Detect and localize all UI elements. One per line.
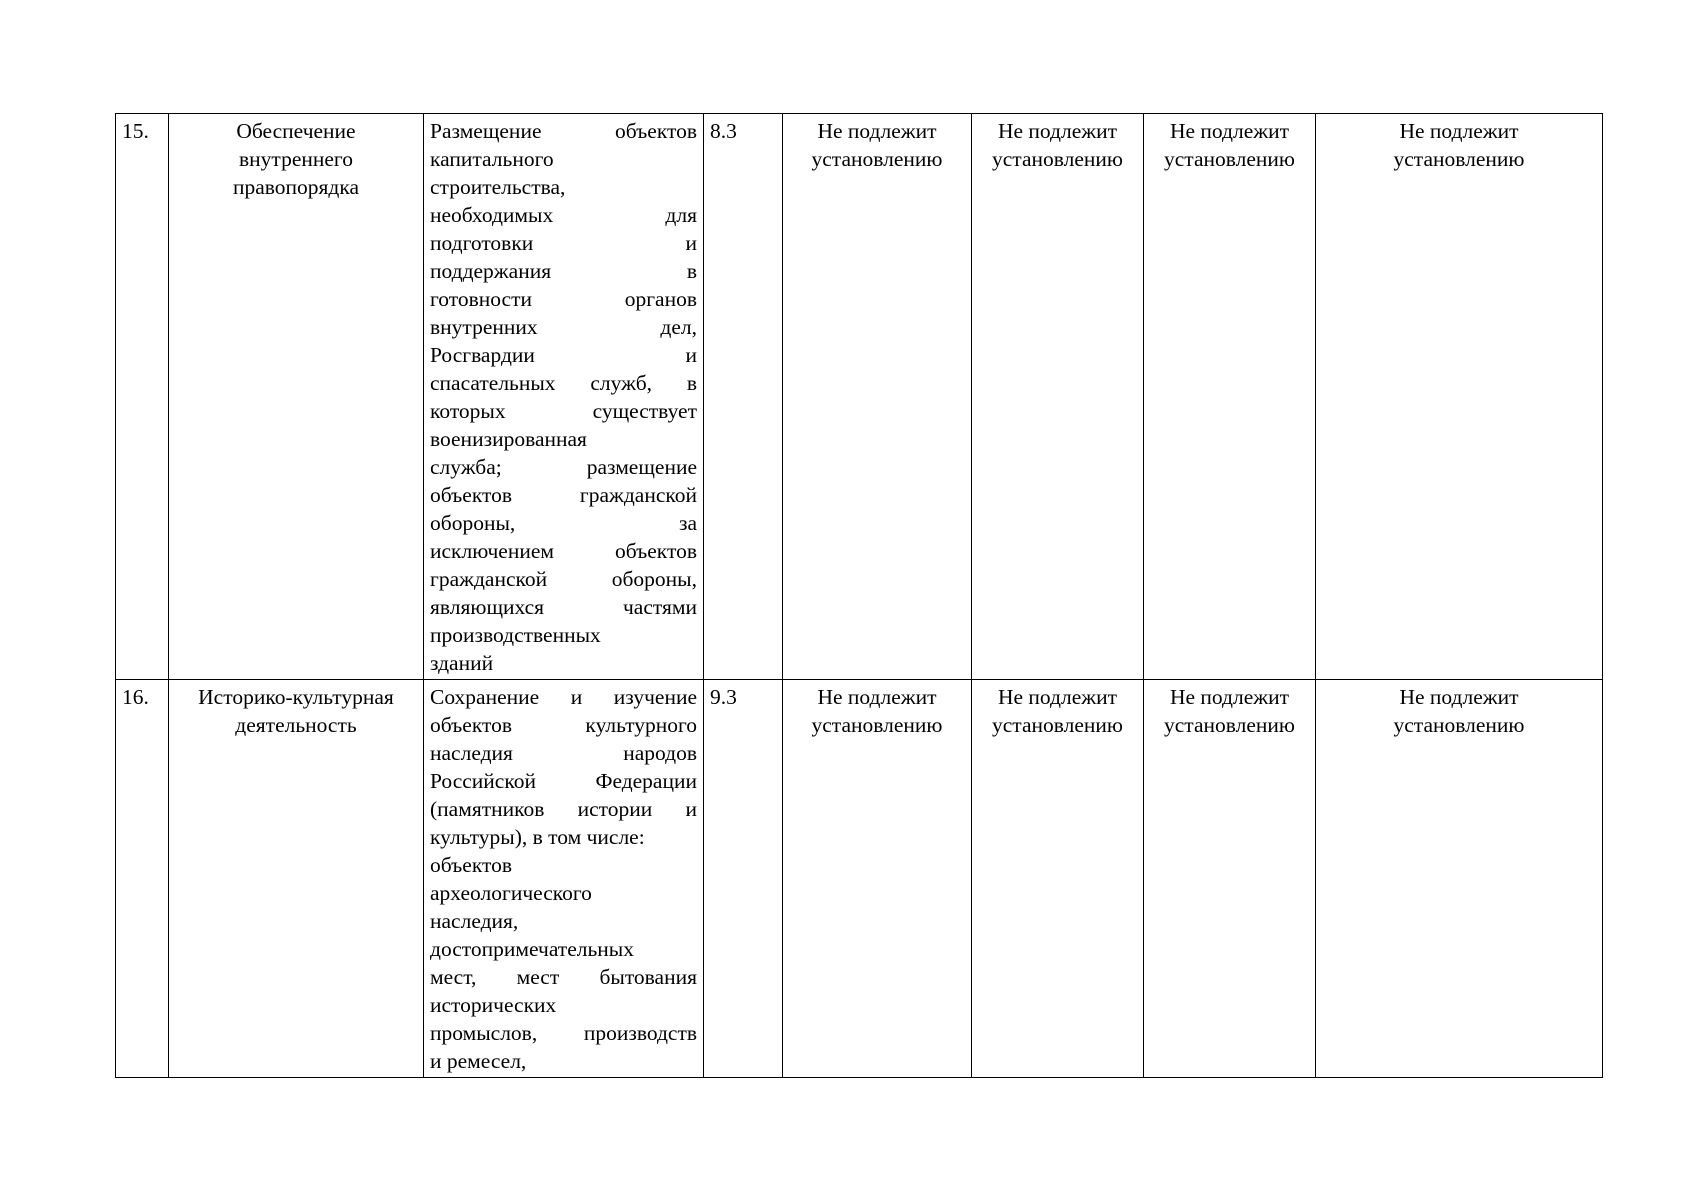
description-line: спасательных служб, в	[430, 371, 697, 395]
table-row	[116, 114, 1603, 680]
activity-name-line: правопорядка	[232, 175, 360, 199]
activity-description	[424, 114, 704, 680]
cell-line: установлению	[1164, 147, 1295, 171]
description-line: археологического	[430, 881, 592, 905]
description-line: Росгвардии и	[430, 343, 697, 367]
cell-line: установлению	[811, 713, 943, 737]
cell-line: Не подлежит	[997, 119, 1118, 143]
activity-name-line: Обеспечение	[236, 119, 356, 143]
parameter-cell	[1316, 114, 1603, 680]
description-line: объектов	[430, 853, 512, 877]
cell-line: Не подлежит	[817, 685, 937, 709]
description-line: промыслов, производств	[430, 1021, 697, 1045]
activity-name-line: внутреннего	[239, 147, 353, 171]
parameter-cell	[972, 680, 1144, 1078]
cell-line: установлению	[1393, 713, 1525, 737]
row-number: 16.	[116, 680, 169, 1078]
description-line: производственных	[430, 623, 601, 647]
description-line: исключением объектов	[430, 539, 697, 563]
description-line: Российской Федерации	[430, 769, 697, 793]
parameter-cell	[1316, 680, 1603, 1078]
description-line: необходимых для	[430, 203, 697, 227]
cell-line: установлению	[992, 147, 1123, 171]
description-line: подготовки и	[430, 231, 697, 255]
table-row	[116, 680, 1603, 1078]
cell-line: установлению	[992, 713, 1123, 737]
cell-line: Не подлежит	[1169, 685, 1290, 709]
description-line: гражданской обороны,	[430, 567, 697, 591]
activity-code: 9.3	[704, 680, 783, 1078]
cell-line: установлению	[1164, 713, 1295, 737]
description-line: Сохранение и изучение	[430, 685, 697, 709]
description-line: достопримечательных	[430, 937, 634, 961]
land-use-table	[115, 113, 1603, 1078]
activity-name	[169, 680, 424, 1078]
description-line: исторических	[430, 993, 557, 1017]
parameter-cell	[972, 114, 1144, 680]
parameter-cell	[783, 680, 972, 1078]
description-line: внутренних дел,	[430, 315, 697, 339]
parameter-cell	[1144, 680, 1316, 1078]
description-line: и ремесел,	[430, 1049, 527, 1073]
cell-line: Не подлежит	[1169, 119, 1290, 143]
cell-line: Не подлежит	[1399, 685, 1519, 709]
description-line: объектов культурного	[430, 713, 697, 737]
parameter-cell	[1144, 114, 1316, 680]
description-line: готовности органов	[430, 287, 697, 311]
description-line: поддержания в	[430, 259, 697, 283]
cell-line: установлению	[811, 147, 943, 171]
description-line: строительства,	[430, 175, 566, 199]
description-line: служба; размещение	[430, 455, 697, 479]
activity-name-line: деятельность	[235, 713, 357, 737]
cell-line: Не подлежит	[1399, 119, 1519, 143]
description-line: мест, мест бытования	[430, 965, 697, 989]
cell-line: установлению	[1393, 147, 1525, 171]
description-line: культуры), в том числе:	[430, 825, 645, 849]
description-line: объектов гражданской	[430, 483, 697, 507]
description-line: зданий	[430, 651, 494, 675]
description-line: наследия народов	[430, 741, 697, 765]
description-line: которых существует	[430, 399, 697, 423]
activity-name-line: Историко-культурная	[198, 685, 394, 709]
description-line: Размещение объектов	[430, 119, 697, 143]
activity-description	[424, 680, 704, 1078]
activity-name	[169, 114, 424, 680]
description-line: являющихся частями	[430, 595, 697, 619]
description-line: капитального	[430, 147, 554, 171]
activity-code: 8.3	[704, 114, 783, 680]
cell-line: Не подлежит	[997, 685, 1118, 709]
description-line: военизированная	[430, 427, 587, 451]
description-line: (памятников истории и	[430, 797, 697, 821]
parameter-cell	[783, 114, 972, 680]
cell-line: Не подлежит	[817, 119, 937, 143]
row-number: 15.	[116, 114, 169, 680]
description-line: наследия,	[430, 909, 519, 933]
description-line: обороны, за	[430, 511, 697, 535]
